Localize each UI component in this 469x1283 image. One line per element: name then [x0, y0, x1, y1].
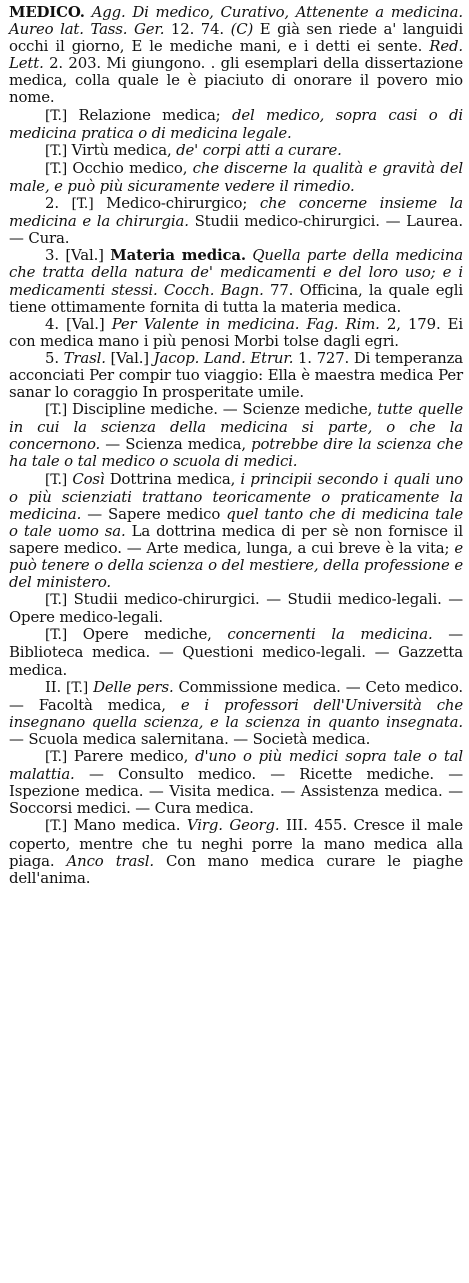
- text-segment: concernenti la medicina.: [227, 625, 433, 644]
- subentry-dottrina-medica: [9, 471, 463, 592]
- text-segment: 12. 74.: [164, 20, 231, 39]
- text-segment: Commissione medica. — Ceto medico. — Facoltà medica,: [9, 677, 463, 714]
- text-segment: 3. [Val.]: [45, 246, 111, 265]
- text-segment: e i professori dell'Università che insegnano quella scienza, e la scienza in quanto insegnata.: [9, 695, 463, 731]
- text-segment: i principii secondo i quali uno o più scienziati trattano teoricamente o praticamente la medicina.: [9, 469, 463, 523]
- text-segment: Dottrina medica,: [104, 469, 241, 488]
- text-segment: 5.: [45, 348, 64, 367]
- text-segment: La dottrina medica di per sè non fornisce il sapere medico. — Arte medica, lunga, a cui breve è la vita;: [9, 521, 463, 557]
- text-segment: Agg. Di medico, Curativo, Attenente a medicina. Aureo lat. Tass. Ger.: [9, 3, 463, 39]
- text-segment: [T.]: [45, 749, 68, 766]
- text-segment: 2.: [45, 194, 72, 213]
- text-segment: [T.]: [66, 679, 89, 696]
- text-segment: Delle pers.: [93, 677, 174, 696]
- text-segment: 1. 727. Di temperanza acconciati Per compir tuo viaggio: Ella è maestra medica Per sanar lo coraggio In prosperitate umile.: [9, 348, 463, 402]
- text-segment: Studii medico-chirurgici. — Laurea. — Cura.: [9, 212, 463, 248]
- text-segment: Discipline mediche. — Scienze mediche,: [67, 400, 378, 419]
- text-segment: MEDICO.: [9, 3, 85, 21]
- sense-ii-delle-persone: [9, 679, 463, 748]
- text-segment: Studii medico-chirurgici. — Studii medico-legali. — Opere medico-legali.: [9, 590, 463, 627]
- text-segment: potrebbe dire la scienza che ha tale o tal medico o scuola di medici.: [9, 435, 463, 471]
- subentry-parere-medico: [9, 748, 463, 817]
- text-segment: [Val.]: [105, 348, 154, 367]
- sense-2-medico-chirurgico: [9, 195, 463, 247]
- text-segment: II.: [45, 677, 67, 696]
- text-segment: che discerne la qualità e gravità del male, e può più sicuramente vedere il rimedio.: [9, 158, 463, 195]
- entry-head-paragraph: [9, 4, 463, 107]
- text-segment: E già sen riede a' languidi occhi il giorno, E le mediche mani, e i detti ei sente.: [9, 20, 463, 56]
- subentry-mano-medica: [9, 817, 463, 886]
- text-segment: Occhio medico,: [67, 158, 193, 177]
- text-segment: tutte quelle in cui la scienza della medicina si parte, o che la concernono.: [9, 400, 463, 454]
- text-segment: e può tenere o della scienza o del mestiere, della professione e del ministero.: [9, 538, 463, 592]
- text-segment: Materia medica.: [110, 246, 246, 265]
- text-segment: (C): [230, 20, 254, 39]
- text-segment: Medico-chirurgico;: [93, 194, 260, 213]
- text-segment: Virg. Georg.: [186, 816, 280, 835]
- text-segment: Per Valente in medicina. Fag. Rim.: [111, 314, 380, 333]
- text-segment: [T.]: [45, 160, 68, 177]
- text-segment: [85, 3, 92, 21]
- subentry-studii-medico-chirurgici: [9, 591, 463, 626]
- text-segment: [T.]: [71, 196, 94, 213]
- text-segment: Parere medico,: [67, 747, 196, 766]
- text-segment: d'uno o più medici sopra tale o tal malattia.: [9, 747, 464, 784]
- subentry-occhio-medico: [9, 160, 463, 195]
- text-segment: [T.]: [45, 818, 68, 835]
- text-segment: Con mano medica curare le piaghe dell'anima.: [9, 851, 463, 887]
- text-segment: che concerne insieme la medicina e la chirurgia.: [9, 194, 463, 231]
- text-segment: 4. [Val.]: [45, 314, 112, 333]
- text-segment: — Biblioteca medica. — Questioni medico-legali. — Gazzetta medica.: [9, 625, 463, 679]
- text-segment: Così: [72, 469, 105, 488]
- sense-5-trasl: [9, 350, 463, 401]
- text-segment: [T.]: [45, 627, 68, 644]
- text-segment: [T.]: [45, 402, 68, 419]
- text-segment: Opere mediche,: [67, 625, 228, 644]
- text-segment: III. 455. Cresce il male coperto, mentre che tu neghi porre la mano medica alla piaga.: [9, 816, 463, 870]
- text-segment: Mano medica.: [67, 816, 187, 835]
- text-segment: — Consulto medico. — Ricette mediche. — Ispezione medica. — Visita medica. — Assistenza medica. — Soccorsi medici. — Cura medica.: [9, 765, 463, 818]
- text-segment: quel tanto che di medicina tale o tale uomo sa.: [9, 504, 463, 540]
- text-segment: del medico, sopra casi o di medicina pratica o di medicina legale.: [9, 105, 463, 142]
- text-segment: — Sapere medico: [81, 504, 227, 523]
- text-segment: Quella parte della medicina che tratta della natura de' medicamenti e del loro uso; e i medicamenti stessi. Cocch. Bagn.: [9, 246, 463, 299]
- text-segment: — Scuola medica salernitana. — Società medica.: [9, 729, 371, 748]
- sense-4-valente: [9, 316, 463, 350]
- subentry-virtu-medica: [9, 142, 463, 160]
- subentry-relazione-medica: [9, 107, 463, 142]
- text-segment: — Scienza medica,: [100, 435, 252, 454]
- text-segment: Red. Lett.: [9, 37, 463, 73]
- text-segment: [T.]: [45, 142, 68, 159]
- sense-3-materia-medica: [9, 247, 463, 315]
- subentry-opere-mediche: [9, 626, 463, 678]
- text-segment: de' corpi atti a curare.: [176, 140, 342, 159]
- text-segment: Virtù medica,: [67, 140, 177, 159]
- text-segment: 2. 203. Mi giungono. . gli esemplari della dissertazione medica, colla quale le è piaciuto di onorare il povero mio nome.: [9, 54, 463, 107]
- text-segment: Relazione medica;: [67, 105, 232, 124]
- text-segment: Jacop. Land. Etrur.: [153, 348, 294, 367]
- text-segment: Anco trasl.: [66, 851, 154, 870]
- text-segment: Trasl.: [63, 348, 106, 367]
- text-segment: 77. Officina, la quale egli tiene ottimamente fornita di tutta la materia medica.: [9, 280, 463, 316]
- subentry-discipline-mediche: [9, 401, 463, 470]
- text-segment: [T.]: [45, 471, 68, 488]
- text-segment: [T.]: [45, 592, 68, 609]
- text-segment: 2, 179. Ei con medica mano i più penosi Morbi tolse dagli egri.: [9, 314, 464, 350]
- text-segment: [T.]: [45, 107, 68, 124]
